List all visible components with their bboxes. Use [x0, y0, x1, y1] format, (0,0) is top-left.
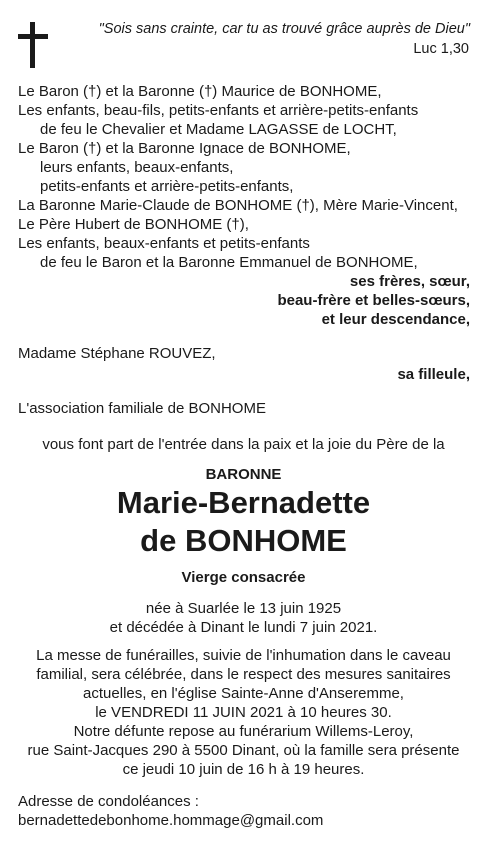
family-line: de feu le Chevalier et Madame LAGASSE de LOCHT,: [40, 121, 397, 138]
repose-line: rue Saint-Jacques 290 à 5500 Dinant, où la famille sera présente: [27, 742, 460, 759]
family-line: Le Baron (†) et la Baronne (†) Maurice de BONHOME,: [18, 83, 382, 100]
goddaughter-block: [18, 344, 470, 384]
condolences-block: [18, 792, 323, 830]
goddaughter-name: Madame Stéphane ROUVEZ,: [18, 345, 216, 362]
deceased-name-line1: Marie-Bernadette: [116, 485, 371, 520]
family-list: [18, 82, 470, 329]
repose-details: [0, 722, 487, 779]
death-info: et décédée à Dinant le lundi 7 juin 2021.: [109, 619, 378, 636]
repose-line: Notre défunte repose au funérarium Willems-Leroy,: [73, 723, 414, 740]
cross-icon: [18, 22, 48, 68]
deceased-status: Vierge consacrée: [181, 569, 306, 586]
family-line: de feu le Baron et la Baronne Emmanuel de BONHOME,: [40, 254, 418, 271]
bible-quote: "Sois sans crainte, car tu as trouvé grâce auprès de Dieu": [98, 21, 470, 37]
funeral-line: familial, sera célébrée, dans le respect des mesures sanitaires: [36, 666, 451, 683]
birth-info: née à Suarlée le 13 juin 1925: [145, 600, 342, 617]
goddaughter-relation: sa filleule,: [397, 366, 470, 383]
repose-line: ce jeudi 10 juin de 16 h à 19 heures.: [122, 761, 365, 778]
family-line: leurs enfants, beaux-enfants,: [40, 159, 234, 176]
funeral-details: [0, 646, 487, 722]
family-line: Les enfants, beaux-enfants et petits-enfants: [18, 235, 310, 252]
condolences-email[interactable]: bernadettedebonhome.hommage@gmail.com: [18, 812, 324, 829]
family-line: petits-enfants et arrière-petits-enfants,: [40, 178, 294, 195]
quote-reference: Luc 1,30: [413, 41, 469, 57]
funeral-line: actuelles, en l'église Sainte-Anne d'Anseremme,: [83, 685, 404, 702]
funeral-line: La messe de funérailles, suivie de l'inhumation dans le caveau: [36, 647, 451, 664]
family-line: Les enfants, beau-fils, petits-enfants et arrière-petits-enfants: [18, 102, 419, 119]
condolences-label: Adresse de condoléances :: [18, 793, 199, 810]
family-line: Le Baron (†) et la Baronne Ignace de BONHOME,: [18, 140, 351, 157]
funeral-line: le VENDREDI 11 JUIN 2021 à 10 heures 30.: [95, 704, 392, 721]
announcement: vous font part de l'entrée dans la paix et la joie du Père de la: [42, 436, 445, 453]
deceased-title: BARONNE: [205, 466, 282, 483]
association: L'association familiale de BONHOME: [18, 400, 266, 417]
deceased-name-line2: de BONHOME: [140, 523, 347, 558]
family-line: Le Père Hubert de BONHOME (†),: [18, 216, 249, 233]
family-relation: ses frères, sœur,: [349, 273, 470, 290]
family-relation: et leur descendance,: [321, 311, 470, 328]
family-relation: beau-frère et belles-sœurs,: [277, 292, 470, 309]
family-line: La Baronne Marie-Claude de BONHOME (†), Mère Marie-Vincent,: [18, 197, 458, 214]
